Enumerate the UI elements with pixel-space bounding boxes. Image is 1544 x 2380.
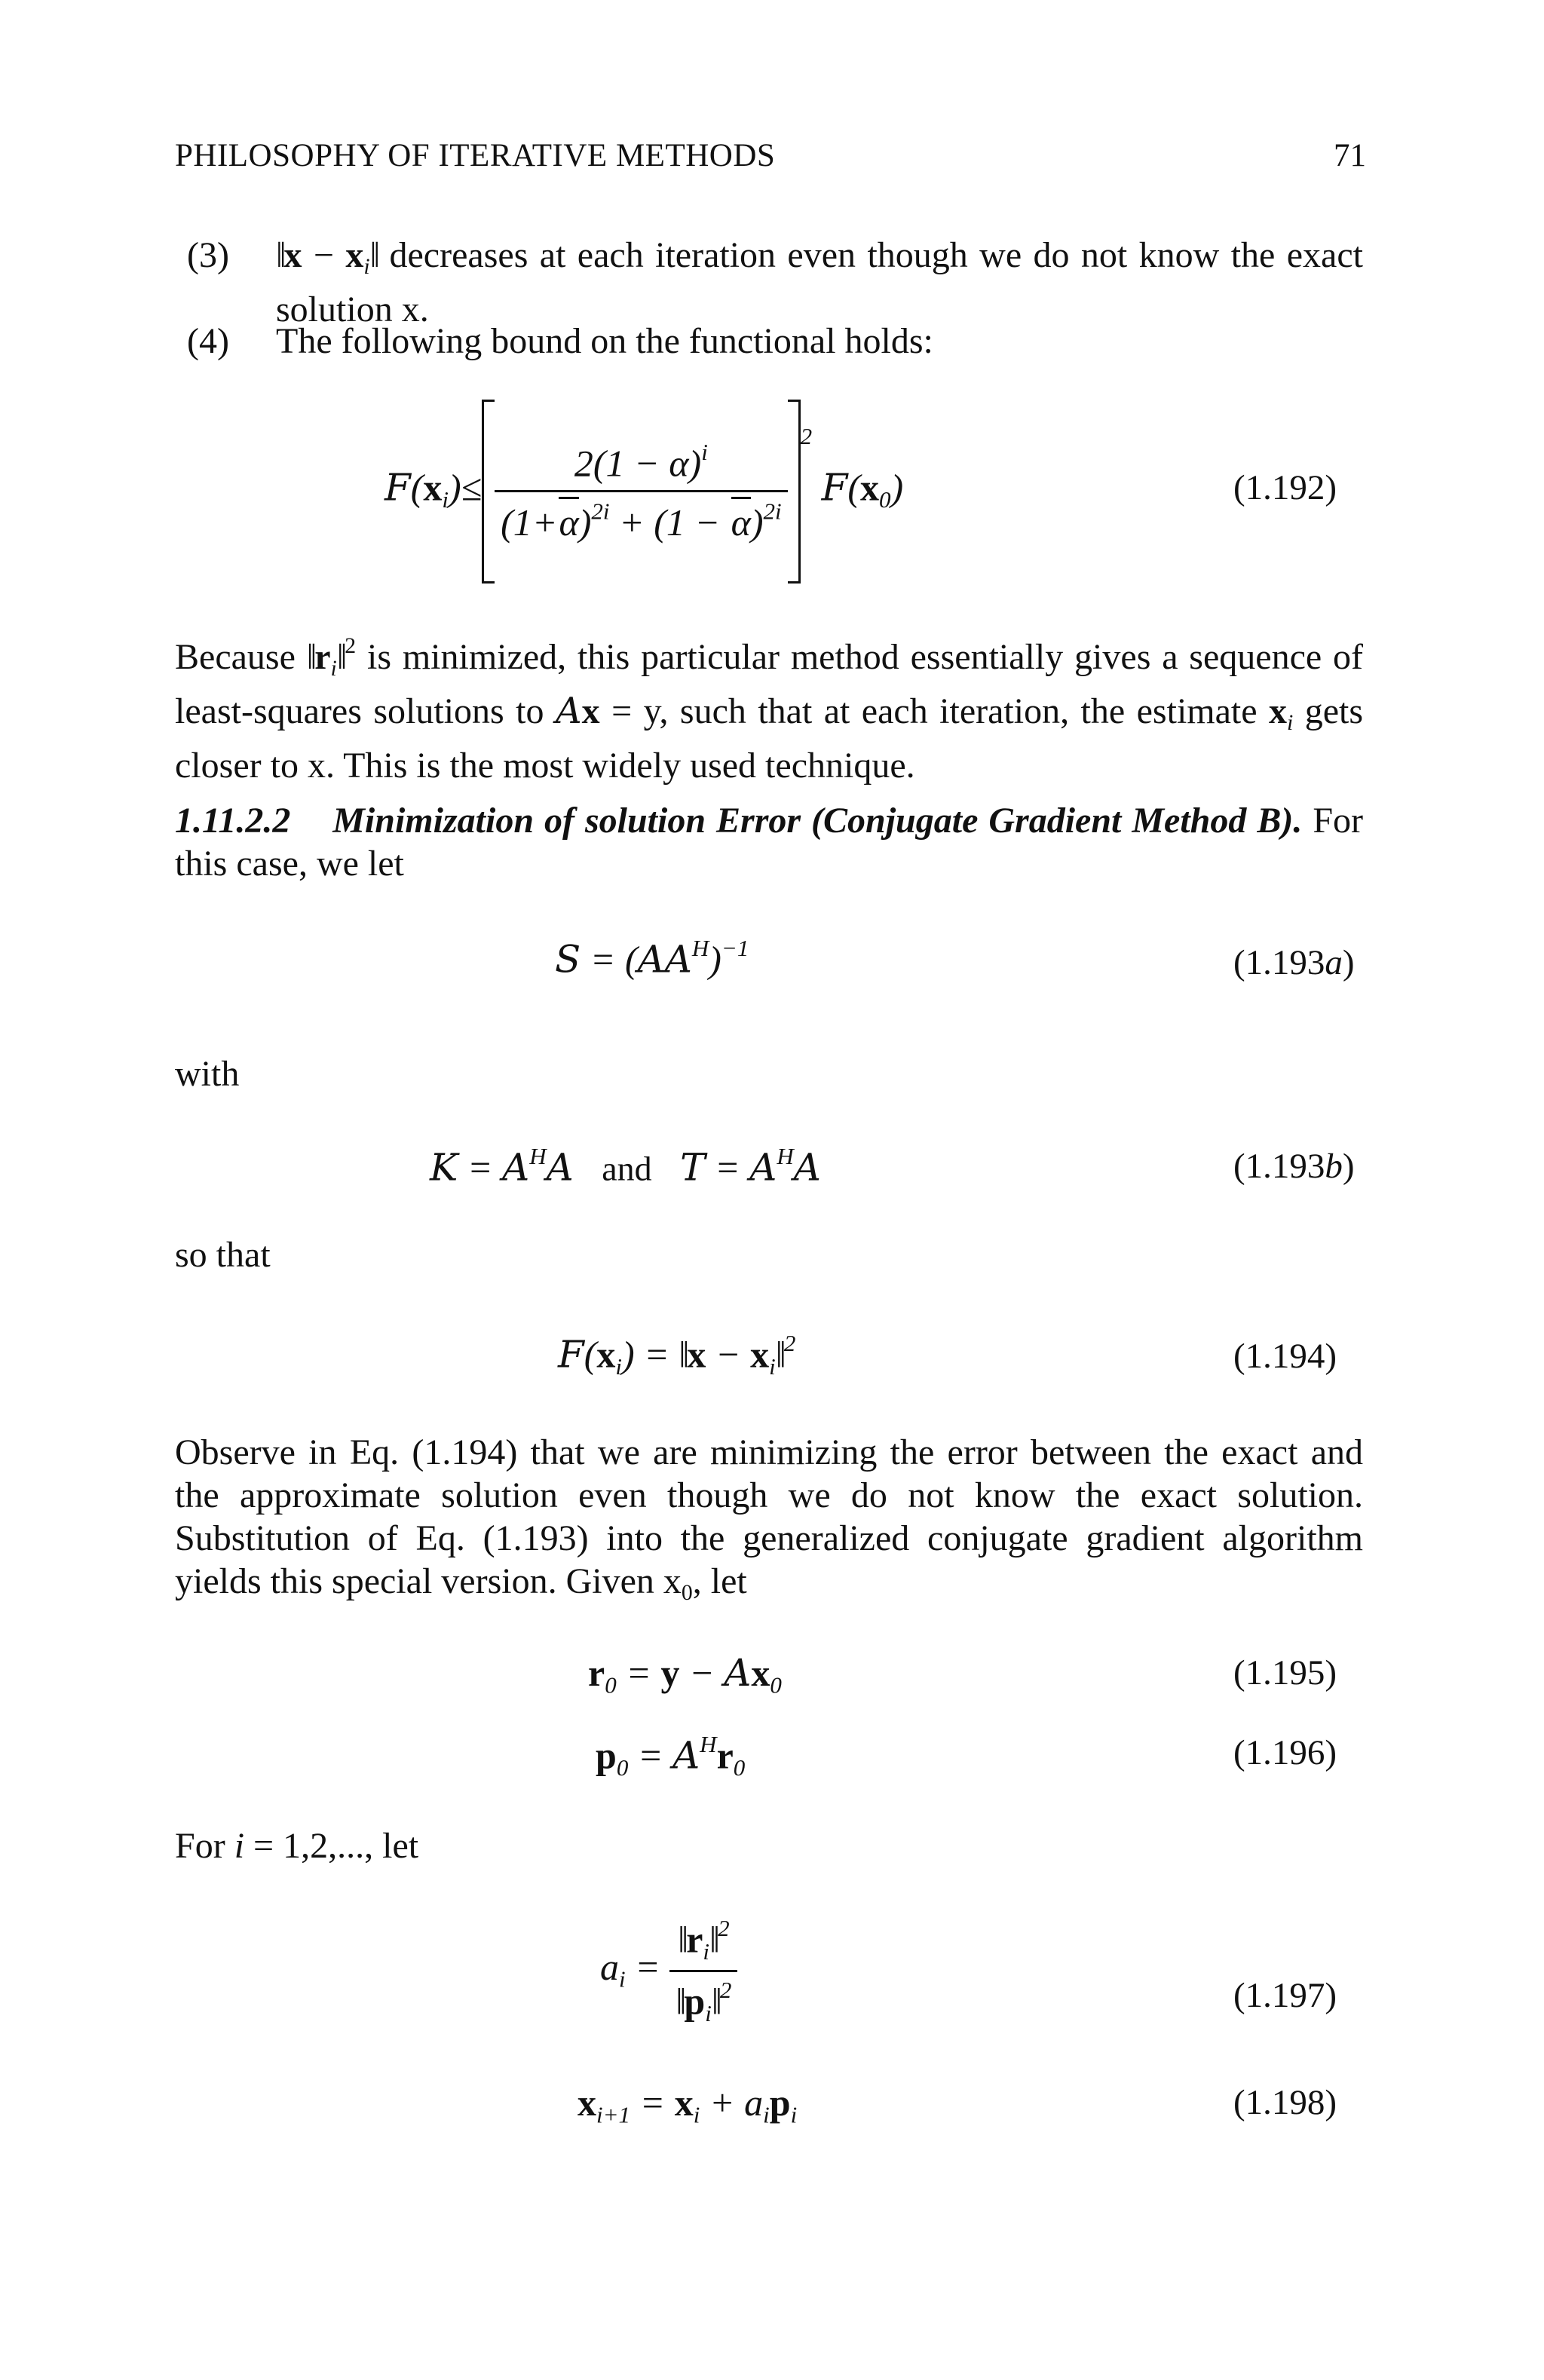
equation-1-198: $x_{i+1} = x_i + a_ip_i$ — [577, 2081, 798, 2128]
page-number: 71 — [1334, 138, 1366, 173]
equation-number: (1.196) — [1233, 1733, 1337, 1772]
section-number: 1.11.2.2 — [175, 801, 291, 841]
equation-number: (1.194) — [1233, 1337, 1337, 1376]
equation-1-192: $F(x_i)\le$ $\frac{2(1 - \alpha)^i}{(1+\alpha)^{2i} + (1 - \alpha)^{2i}}$ $^2$ $F(x_0)$ — [384, 400, 903, 584]
equation-number: (1.193a) — [1233, 943, 1355, 982]
equation-number: (1.197) — [1233, 1976, 1337, 2015]
equation-1-193b: $K = A^HA$ and $T = A^HA$ — [430, 1143, 821, 1190]
equation-number: (1.195) — [1233, 1653, 1337, 1692]
list-item-text: The following bound on the functional holds: — [276, 321, 933, 361]
section-title: Minimization of solution Error (Conjugate Gradient Method B). — [332, 801, 1303, 841]
section-heading: 1.11.2.2 Minimization of solution Error (Conjugate Gradient Method B). For this case, we let — [175, 801, 1364, 884]
equation-number: (1.198) — [1233, 2083, 1337, 2122]
equation-1-194: $F(x_i)$ = ‖x − $x_i‖^2$ — [558, 1330, 796, 1380]
equation-1-193a: $S = (AA^H)^{-1}$ — [555, 935, 749, 982]
equation-1-197: $a_i$ = $\frac{‖r_i‖^2}{‖p_i‖^2}$ — [600, 1915, 737, 2027]
text-for-i: For i = 1,2,..., let — [175, 1826, 419, 1866]
text-with: with — [175, 1054, 240, 1094]
paragraph-because: Because $‖r_i‖^2$ is minimized, this particular method essentially gives a sequence of least-squares solutions to Ax = y, such that at each iteration, the estimate $x_i$ gets closer to x. This is the most widely used technique. — [175, 633, 1364, 786]
paragraph-observe: Observe in Eq. (1.194) that we are minimizing the error between the exact and the approximate solution even though we do not know the exact solution. Substitution of Eq. (1.193) into the generalized conjugate gradient algorithm yields this special version. Given $x_0$, let — [175, 1432, 1363, 1605]
header-title: PHILOSOPHY OF ITERATIVE METHODS — [175, 138, 776, 173]
equation-1-195: $r_0 = y - Ax_0$ — [588, 1651, 782, 1698]
equation-1-196: $p_0 = A^Hr_0$ — [596, 1731, 746, 1781]
equation-number: (1.192) — [1233, 468, 1337, 507]
list-item-label: (3) — [187, 235, 229, 275]
list-item-label: (4) — [187, 321, 229, 361]
text-so-that: so that — [175, 1235, 271, 1275]
equation-number: (1.193b) — [1233, 1147, 1355, 1186]
list-item-text: ‖x − $x_i‖$ decreases at each iteration even though we do not know the exact solution x. — [276, 235, 1363, 329]
